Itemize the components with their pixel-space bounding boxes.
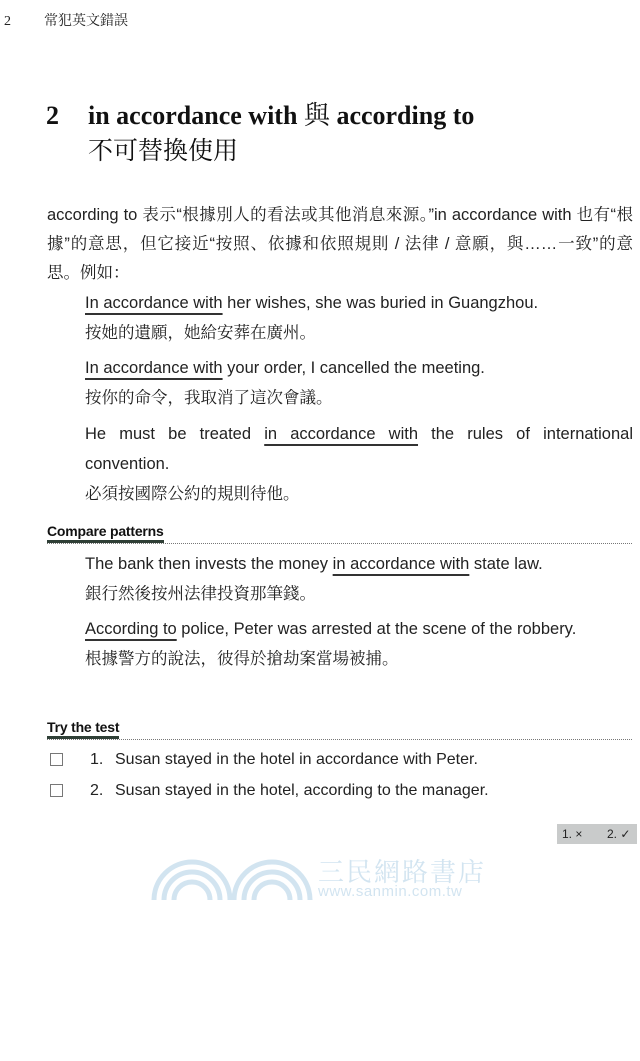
answer-1: 1. × xyxy=(562,827,583,841)
compare-example-2 xyxy=(85,614,633,678)
test-item xyxy=(50,744,489,775)
title-subtitle: 不可替換使用 xyxy=(88,138,239,165)
example-translation: 根據警方的說法，彼得於搶劫案當場被捕。 xyxy=(85,650,399,668)
section-label: Compare patterns xyxy=(47,523,164,543)
page-number: 2 xyxy=(4,14,11,29)
example-text: your order, I cancelled the meeting. xyxy=(222,359,485,377)
intro-paragraph: according to 表示“根據別人的看法或其他消息來源。”in accordance with 也有“根據”的意思，但它接近“按照、依據和依照規則 / 法律 / 意願，與……一致”的意思。例如： xyxy=(47,206,633,282)
sanmin-logo-icon xyxy=(150,852,315,902)
test-list xyxy=(50,744,489,806)
example-1 xyxy=(85,288,633,352)
highlighted-phrase: According to xyxy=(85,620,177,638)
section-label: Try the test xyxy=(47,719,119,739)
highlighted-phrase: In accordance with xyxy=(85,359,223,377)
example-text: the rules of international convention. xyxy=(85,425,633,473)
title-conjunction: 與 xyxy=(303,101,330,130)
example-text: police, Peter was arrested at the scene of the robbery. xyxy=(176,620,577,638)
example-translation: 按你的命令，我取消了這次會議。 xyxy=(85,389,333,407)
answer-key xyxy=(557,824,637,844)
example-translation: 按她的遺願，她給安葬在廣州。 xyxy=(85,324,316,342)
answer-2: 2. ✓ xyxy=(607,827,631,841)
example-2 xyxy=(85,353,633,417)
compare-example-1 xyxy=(85,549,633,613)
item-number: 1. xyxy=(90,751,104,768)
item-text: Susan stayed in the hotel in accordance with Peter. xyxy=(115,751,478,768)
example-text: state law. xyxy=(469,555,543,573)
section-title xyxy=(46,98,474,170)
example-translation: 必須按國際公約的規則待他。 xyxy=(85,485,300,503)
watermark-url: www.sanmin.com.tw xyxy=(318,883,463,900)
section-number: 2 xyxy=(46,101,59,130)
title-phrase-b: according to xyxy=(329,101,475,130)
example-translation: 銀行然後按州法律投資那筆錢。 xyxy=(85,585,316,603)
item-number: 2. xyxy=(90,782,104,799)
book-title: 常犯英文錯誤 xyxy=(44,14,128,29)
highlighted-phrase: in accordance with xyxy=(264,425,419,443)
try-the-test-heading xyxy=(47,719,632,740)
watermark-name: 三民網路書店 xyxy=(318,858,487,887)
page-header xyxy=(4,10,128,30)
checkbox[interactable] xyxy=(50,784,63,797)
watermark xyxy=(150,852,490,902)
example-text: He must be treated xyxy=(85,425,265,443)
example-text: The bank then invests the money xyxy=(85,555,333,573)
title-phrase-a: in accordance with xyxy=(88,101,304,130)
item-text: Susan stayed in the hotel, according to the manager. xyxy=(115,782,489,799)
highlighted-phrase: In accordance with xyxy=(85,294,223,312)
example-3 xyxy=(85,419,633,513)
highlighted-phrase: in accordance with xyxy=(332,555,470,573)
compare-patterns-heading xyxy=(47,523,632,544)
example-text: her wishes, she was buried in Guangzhou. xyxy=(222,294,539,312)
test-item xyxy=(50,775,489,806)
checkbox[interactable] xyxy=(50,753,63,766)
